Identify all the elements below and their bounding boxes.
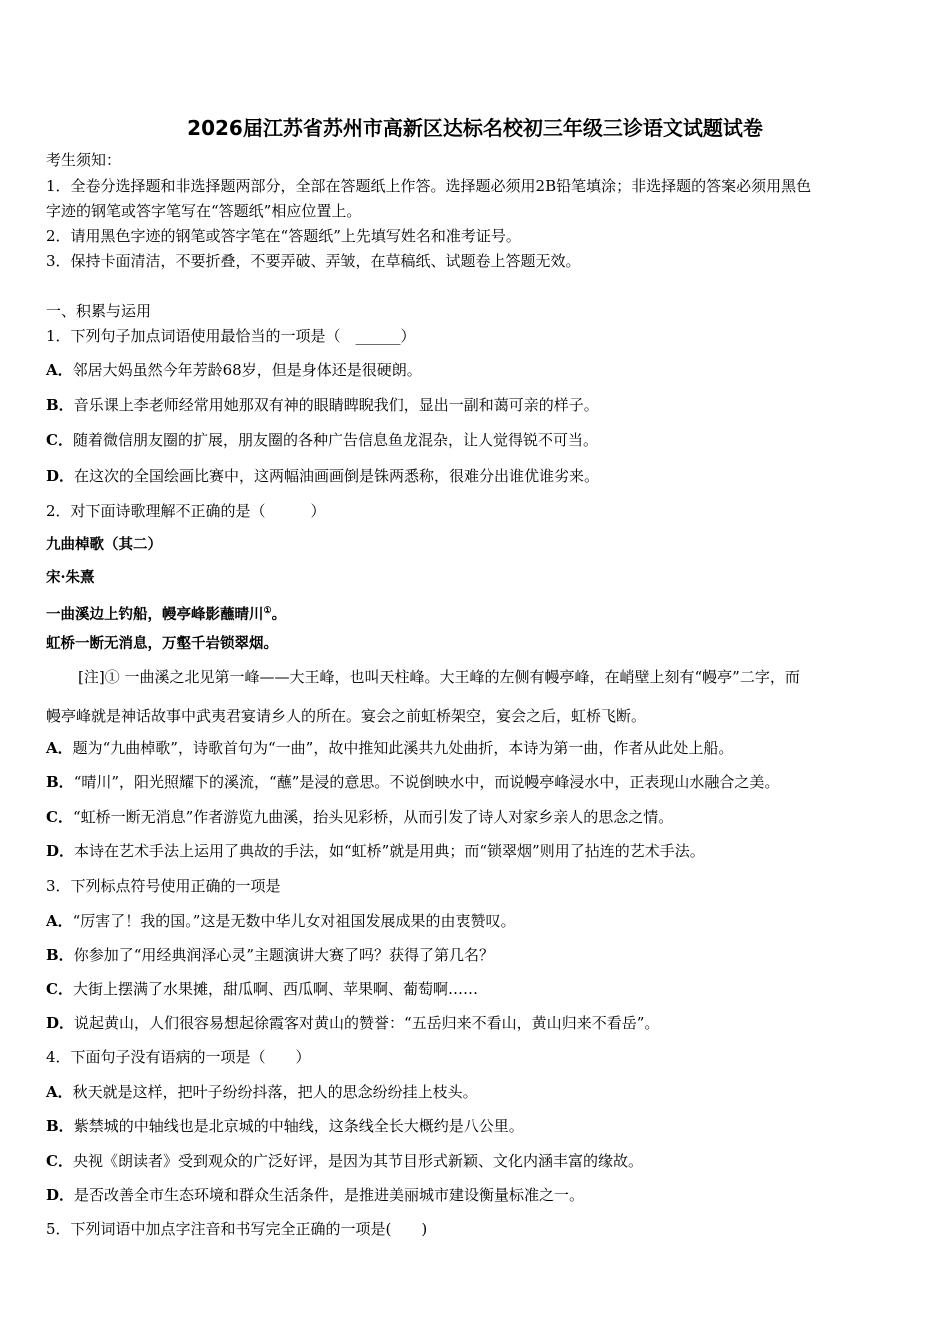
section-heading: 一、积累与运用 (46, 302, 152, 320)
option-letter: D． (46, 1014, 75, 1032)
option-letter: B． (46, 396, 74, 414)
page-title: 2026届江苏省苏州市高新区达标名校初三年级三诊语文试题试卷 (187, 116, 763, 140)
notice-heading: 考生须知： (46, 151, 122, 169)
option-text: 本诗在艺术手法上运用了典故的手法，如“虹桥”就是用典；而“锁翠烟”则用了拈连的艺术手法。 (74, 842, 705, 860)
poem-note: 幔亭峰就是神话故事中武夷君宴请乡人的所在。宴会之前虹桥架空，宴会之后，虹桥飞断。 (46, 707, 647, 725)
q4-option-d (46, 1185, 584, 1205)
option-text: 在这次的全国绘画比赛中，这两幅油画画倒是铢两悉称，很难分出谁优谁劣来。 (74, 467, 600, 485)
notice-item: 字迹的钢笔或答字笔写在“答题纸”相应位置上。 (46, 202, 362, 220)
notice-item: 1．全卷分选择题和非选择题两部分，全部在答题纸上作答。选择题必须用2B铅笔填涂；非选择题的答案必须用黑色 (46, 177, 812, 195)
q1-option-b (46, 395, 599, 415)
option-text: “晴川”，阳光照耀下的溪流，“蘸”是浸的意思。不说倒映水中，而说幔亭峰浸水中，正表现山水融合之美。 (73, 773, 780, 791)
question-5-stem: 5．下列词语中加点字注音和书写完全正确的一项是( ) (46, 1220, 428, 1238)
q1-option-c (46, 430, 598, 450)
option-letter: B． (46, 1117, 74, 1135)
option-text: “虹桥一断无消息”作者游览九曲溪，抬头见彩桥，从而引发了诗人对家乡亲人的思念之情。 (72, 808, 674, 826)
option-text: “厉害了！我的国。”这是无数中华儿女对祖国发展成果的由衷赞叹。 (72, 912, 516, 930)
option-text: 秋天就是这样，把叶子纷纷抖落，把人的思念纷纷挂上枝头。 (72, 1083, 478, 1101)
poem-line-text: 一曲溪边上钓船，幔亭峰影蘸晴川 (46, 605, 264, 623)
option-text: 邻居大妈虽然今年芳龄68岁，但是身体还是很硬朗。 (72, 361, 422, 379)
q2-option-a (46, 738, 733, 758)
option-letter: C． (46, 431, 73, 449)
q4-option-a (46, 1082, 478, 1102)
q3-option-c (46, 979, 478, 999)
option-letter: B． (46, 773, 74, 791)
question-4-stem: 4．下面句子没有语病的一项是（ ） (46, 1048, 311, 1066)
option-letter: A． (46, 912, 73, 930)
notice-item: 2．请用黑色字迹的钢笔或答字笔在“答题纸”上先填写姓名和准考证号。 (46, 227, 521, 245)
option-text: 随着微信朋友圈的扩展，朋友圈的各种广告信息鱼龙混杂，让人觉得锐不可当。 (72, 431, 598, 449)
question-3-stem: 3．下列标点符号使用正确的一项是 (46, 877, 281, 895)
note-mark: ① (263, 606, 272, 616)
option-text: 央视《朗读者》受到观众的广泛好评，是因为其节目形式新颖、文化内涵丰富的缘故。 (72, 1152, 643, 1170)
q1-option-d (46, 466, 599, 486)
q2-option-c (46, 807, 673, 827)
option-letter: B． (46, 946, 74, 964)
option-letter: C． (46, 980, 73, 998)
option-letter: D． (46, 1186, 75, 1204)
q3-option-d (46, 1013, 659, 1033)
option-letter: C． (46, 808, 73, 826)
q3-option-a (46, 911, 515, 931)
notice-item: 3．保持卡面清洁，不要折叠，不要弄破、弄皱，在草稿纸、试题卷上答题无效。 (46, 252, 581, 270)
poem-note: [注]① 一曲溪之北见第一峰——大王峰，也叫天柱峰。大王峰的左侧有幔亭峰，在峭壁上刻有“幔亭”二字，而 (78, 668, 800, 686)
option-text: 大街上摆满了水果摊，甜瓜啊、西瓜啊、苹果啊、葡萄啊…… (72, 980, 478, 998)
q4-option-b (46, 1116, 524, 1136)
q2-option-d (46, 841, 705, 861)
q2-option-b (46, 772, 779, 792)
option-text: 是否改善全市生态环境和群众生活条件，是推进美丽城市建设衡量标准之一。 (74, 1186, 585, 1204)
question-2-stem: 2．对下面诗歌理解不正确的是（ ） (46, 502, 326, 520)
question-1-stem: 1．下列句子加点词语使用最恰当的一项是（ ______） (46, 327, 416, 345)
option-letter: A． (46, 361, 73, 379)
q3-option-b (46, 945, 494, 965)
option-letter: A． (46, 739, 73, 757)
poem-line: 虹桥一断无消息，万壑千岩锁翠烟。 (46, 635, 278, 652)
option-text: 你参加了“用经典润泽心灵”主题演讲大赛了吗？获得了第几名？ (73, 946, 495, 964)
q4-option-c (46, 1151, 643, 1171)
option-letter: A． (46, 1083, 73, 1101)
poem-title: 九曲棹歌（其二） (46, 536, 162, 553)
option-text: 音乐课上李老师经常用她那双有神的眼睛睥睨我们，显出一副和蔼可亲的样子。 (73, 396, 599, 414)
option-letter: D． (46, 467, 75, 485)
poem-line-end: 。 (271, 605, 287, 623)
q1-option-a (46, 360, 422, 380)
option-text: 紫禁城的中轴线也是北京城的中轴线，这条线全长大概约是八公里。 (73, 1117, 524, 1135)
poem-author: 宋·朱熹 (46, 569, 95, 586)
option-text: 说起黄山，人们很容易想起徐霞客对黄山的赞誉：“五岳归来不看山，黄山归来不看岳”。 (74, 1014, 660, 1032)
option-text: 题为“九曲棹歌”，诗歌首句为“一曲”，故中推知此溪共九处曲折，本诗为第一曲，作者从此处上船。 (72, 739, 734, 757)
option-letter: C． (46, 1152, 73, 1170)
option-letter: D． (46, 842, 75, 860)
poem-line (46, 601, 286, 625)
